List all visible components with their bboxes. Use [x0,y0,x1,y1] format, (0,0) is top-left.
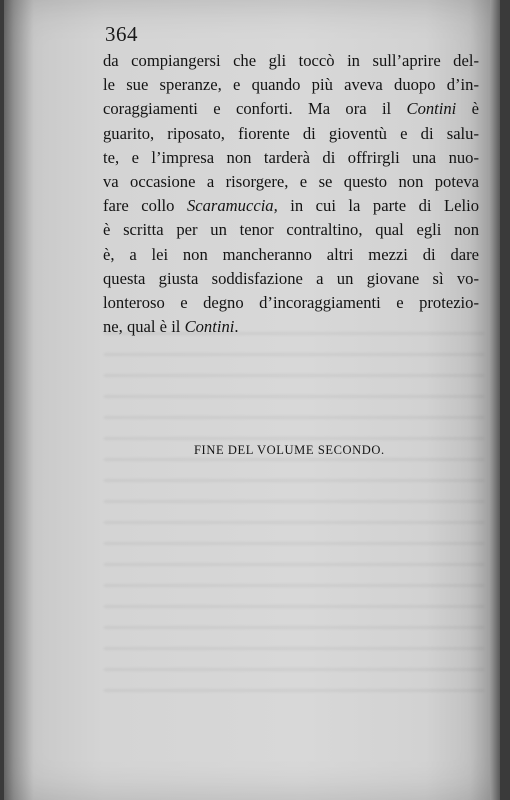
text-line: lonteroso e degno d’incoraggiamenti e protezio- [103,293,479,313]
show-through-bleed [104,318,484,698]
text-line: questa giusta soddisfazione a un giovane sì vo- [103,268,479,288]
text-line: fare collo Scaramuccia, in cui la parte di Lelio [103,196,479,216]
italic-name: Contini [406,99,457,119]
text-line: te, e l’impresa non tarderà di offrirgli una nuo- [103,147,479,167]
text-line: da compiangersi che gli toccò in sull’aprire del- [103,51,479,70]
page-edge-shadow [490,0,500,800]
book-page [4,0,500,800]
text-line: è, a lei non mancheranno altri mezzi di dare [103,244,479,264]
body-text [103,49,479,339]
text-line: le sue speranze, e quando più aveva duopo d’in- [103,75,479,95]
text-line: ne, qual è il Contini. [103,317,239,337]
text-line: coraggiamenti e conforti. Ma ora il Contini è [103,99,479,119]
text-line: è scritta per un tenor contraltino, qual egli non [103,220,479,240]
text-line: va occasione a risorgere, e se questo non poteva [103,172,479,192]
text-line: guarito, riposato, fiorente di gioventù e di salu- [103,123,479,143]
end-of-volume-heading: FINE DEL VOLUME SECONDO. [194,443,385,457]
italic-name: Contini [184,317,235,337]
page-number: 364 [105,22,138,46]
italic-title: Scaramuccia, [186,196,278,216]
